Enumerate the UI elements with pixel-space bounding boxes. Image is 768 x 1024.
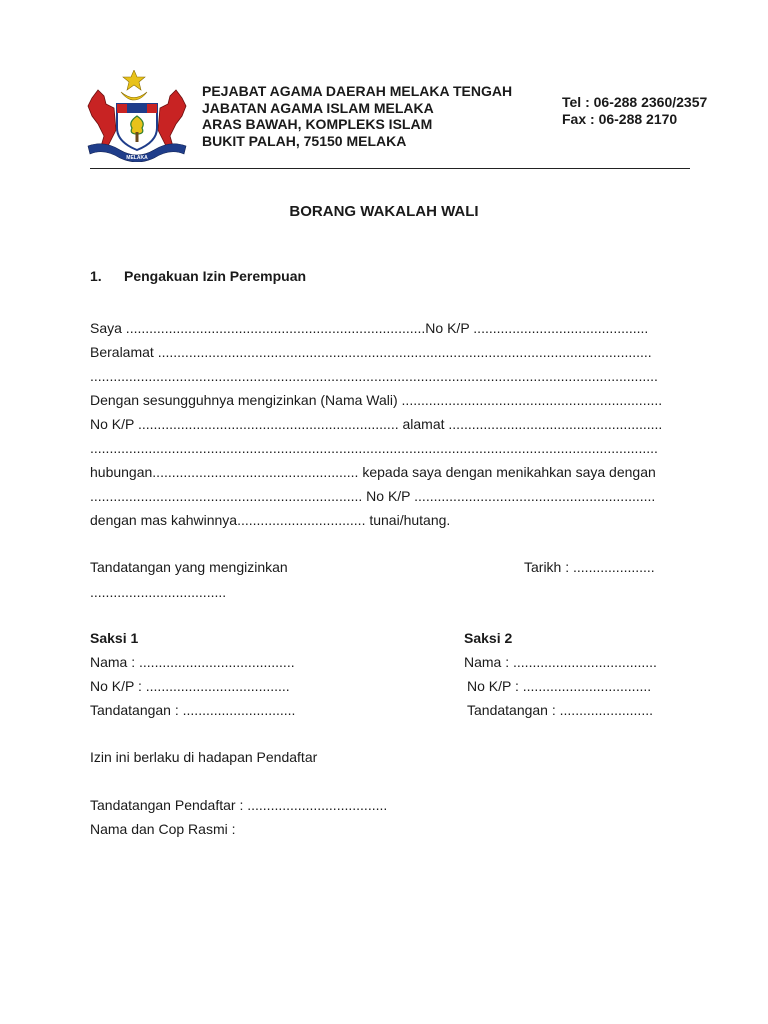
witness-2-signature: Tandatangan : ........................ [467,702,653,718]
witness-2-ic: No K/P : ................................. [467,678,652,694]
form-line-address-cont: .................................................................................................................................................. [90,368,658,384]
form-line-beralamat: Beralamat ............................................................................................................................... [90,344,652,360]
form-line-wali-ic: No K/P ................................................................... alamat ....................................................... [90,416,663,432]
header-divider [90,168,690,169]
consent-signature-line: ................................... [90,584,227,600]
address-line-3: ARAS BAWAH, KOMPLEKS ISLAM [202,116,433,132]
crest-crescent [121,92,147,100]
fax: Fax : 06-288 2170 [562,111,678,127]
form-title: BORANG WAKALAH WALI [289,203,479,220]
witness-1-signature: Tandatangan : ............................. [90,702,296,718]
date-field: Tarikh : ..................... [524,559,655,575]
form-line-wali-address-cont: .................................................................................................................................................. [90,440,658,456]
witness-2-name: Nama : ..................................... [464,654,657,670]
telephone: Tel : 06-288 2360/2357 [562,94,708,110]
witness-1-name: Nama : ........................................ [90,654,295,670]
form-line-groom-ic: ...................................................................... No K/P .............................................................. [90,488,656,504]
address-line-2: JABATAN AGAMA ISLAM MELAKA [202,100,434,116]
melaka-crest-logo [84,70,190,162]
validity-statement: Izin ini berlaku di hadapan Pendaftar [90,749,318,765]
section-title: Pengakuan Izin Perempuan [124,268,307,284]
registrar-signature: Tandatangan Pendaftar : .................................... [90,797,388,813]
registrar-name-stamp: Nama dan Cop Rasmi : [90,821,236,837]
section-number: 1. [90,268,102,284]
form-line-hubungan: hubungan..................................................... kepada saya dengan menikahkan saya dengan [90,464,656,480]
crest-right-supporter [158,90,186,150]
crest-banner-text: MELAKA [126,155,148,161]
witness-2-title: Saksi 2 [464,630,513,646]
form-line-nama-wali: Dengan sesungguhnya mengizinkan (Nama Wali) ................................................................... [90,392,663,408]
crest-star [123,70,145,90]
form-line-saya: Saya .............................................................................No K/P ............................................. [90,320,649,336]
consent-signature-label: Tandatangan yang mengizinkan [90,559,288,575]
address-line-1: PEJABAT AGAMA DAERAH MELAKA TENGAH [202,83,513,99]
witness-1-ic: No K/P : ..................................... [90,678,290,694]
witness-1-title: Saksi 1 [90,630,139,646]
form-line-mas-kahwin: dengan mas kahwinnya................................. tunai/hutang. [90,512,451,528]
address-line-4: BUKIT PALAH, 75150 MELAKA [202,133,407,149]
crest-left-supporter [88,90,116,150]
